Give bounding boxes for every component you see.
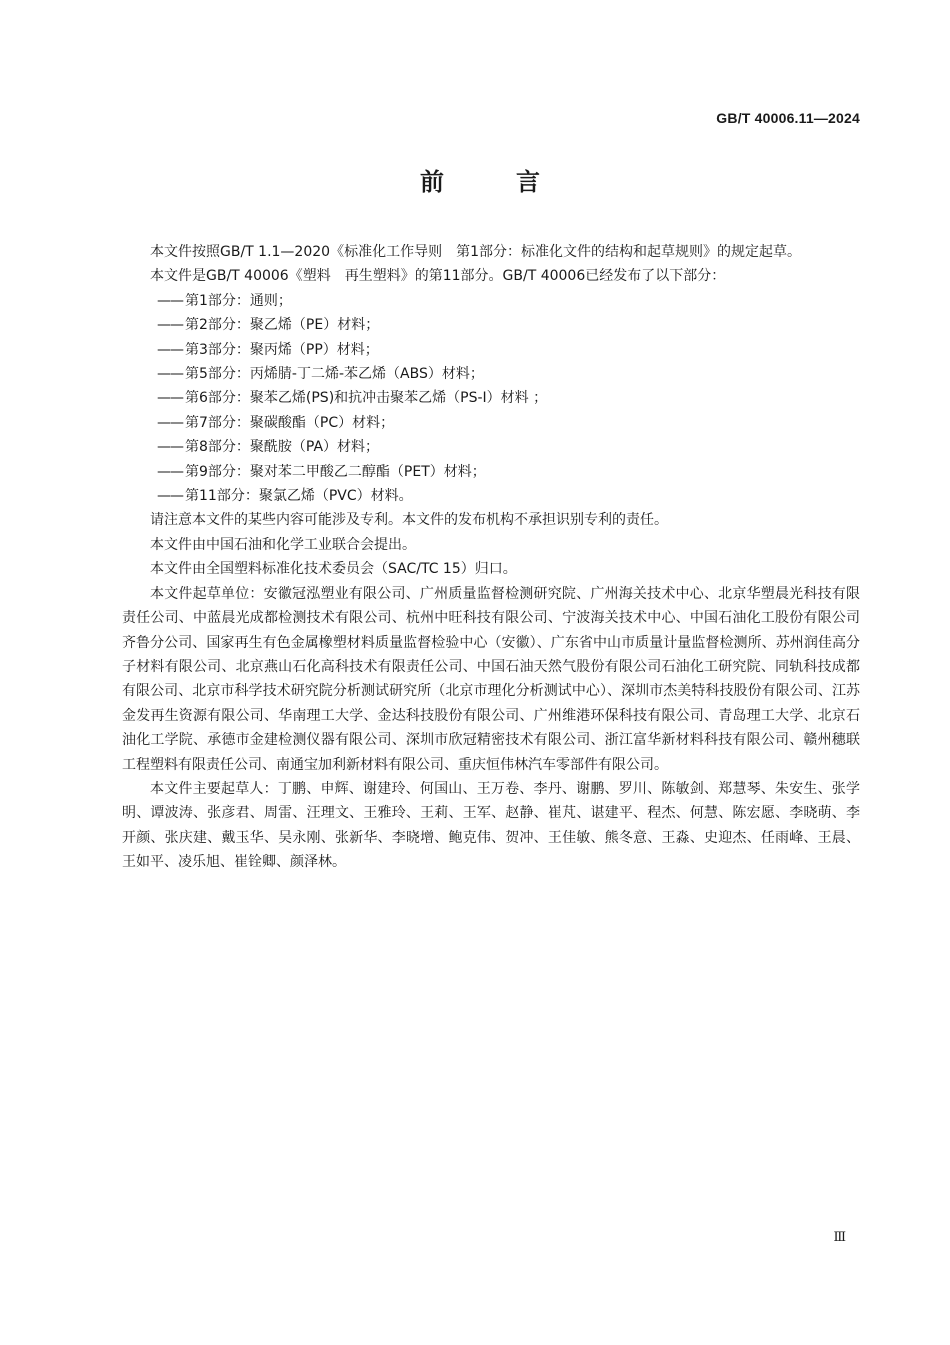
dash-marker: —— xyxy=(157,292,183,309)
list-item-text: 第3部分：聚丙烯（PP）材料； xyxy=(185,341,379,358)
dash-marker: —— xyxy=(157,439,183,456)
dash-marker: —— xyxy=(157,317,183,334)
paragraph-drafters: 本文件主要起草人：丁鹏、申辉、谢建玲、何国山、王万卷、李丹、谢鹏、罗川、陈敏剑、郑慧琴、朱安生、张学明、谭波涛、张彦君、周雷、汪理文、王雅玲、王莉、王军、赵静、崔芃、谌建平、程杰、何慧、陈宏愿、李晓萌、李开颜、张庆建、戴玉华、吴永刚、张新华、李晓增、鲍克伟、贺冲、王佳敏、熊冬意、王淼、史迎杰、任雨峰、王晨、王如平、凌乐旭、崔铨卿、颜泽林。 xyxy=(122,780,860,871)
list-item xyxy=(122,460,860,484)
list-item-text: 第9部分：聚对苯二甲酸乙二醇酯（PET）材料； xyxy=(185,463,486,480)
list-item xyxy=(122,435,860,459)
list-item-text: 第2部分：聚乙烯（PE）材料； xyxy=(185,317,380,334)
parts-list xyxy=(122,289,860,509)
list-item-text: 第8部分：聚酰胺（PA）材料； xyxy=(185,439,380,456)
paragraph-proposed-by: 本文件由中国石油和化学工业联合会提出。 xyxy=(150,536,416,553)
paragraph-drafting-basis: 本文件按照GB/T 1.1—2020《标准化工作导则 第1部分：标准化文件的结构和起草规则》的规定起草。 xyxy=(150,244,801,260)
list-item xyxy=(122,289,860,313)
list-item-text: 第6部分：聚苯乙烯(PS)和抗冲击聚苯乙烯（PS-I）材料 ； xyxy=(185,390,548,407)
dash-marker: —— xyxy=(157,414,183,431)
list-item-text: 第1部分：通则； xyxy=(185,292,292,309)
dash-marker: —— xyxy=(157,390,183,407)
paragraph-drafting-units: 本文件起草单位：安徽冠泓塑业有限公司、广州质量监督检测研究院、广州海关技术中心、北京华塑晨光科技有限责任公司、中蓝晨光成都检测技术有限公司、杭州中旺科技有限公司、宁波海关技术中心、中国石油化工股份有限公司齐鲁分公司、国家再生有色金属橡塑材料质量监督检验中心（安徽）、广东省中山市质量计量监督检测所、苏州润佳高分子材料有限公司、北京燕山石化高科技术有限责任公司、中国石油天然气股份有限公司石油化工研究院、同轨科技成都有限公司、北京市科学技术研究院分析测试研究所（北京市理化分析测试中心）、深圳市杰美特科技股份有限公司、江苏金发再生资源有限公司、华南理工大学、金达科技股份有限公司、广州维港环保科技有限公司、青岛理工大学、北京石油化工学院、承德市金建检测仪器有限公司、深圳市欣冠精密技术有限公司、浙江富华新材料科技有限公司、赣州穗联工程塑料有限责任公司、南通宝加利新材料有限公司、重庆恒伟林汽车零部件有限公司。 xyxy=(122,585,860,773)
standard-code: GB/T 40006.11—2024 xyxy=(716,110,860,126)
list-item-text: 第11部分：聚氯乙烯（PVC）材料。 xyxy=(185,488,413,505)
list-item-text: 第5部分：丙烯腈-丁二烯-苯乙烯（ABS）材料； xyxy=(185,366,484,383)
list-item xyxy=(122,313,860,337)
page-title: 前 言 xyxy=(420,168,564,196)
dash-marker: —— xyxy=(157,488,183,505)
list-item xyxy=(122,362,860,386)
list-item xyxy=(122,411,860,435)
paragraph-series-intro: 本文件是GB/T 40006《塑料 再生塑料》的第11部分。GB/T 40006已经发布了以下部分： xyxy=(150,268,726,285)
page-number: Ⅲ xyxy=(833,1230,846,1245)
list-item xyxy=(122,484,860,508)
paragraph-managed-by: 本文件由全国塑料标准化技术委员会（SAC/TC 15）归口。 xyxy=(150,561,517,578)
foreword-body xyxy=(122,240,860,875)
dash-marker: —— xyxy=(157,463,183,480)
list-item xyxy=(122,338,860,362)
list-item-text: 第7部分：聚碳酸酯（PC）材料； xyxy=(185,414,395,431)
paragraph-patent-notice: 请注意本文件的某些内容可能涉及专利。本文件的发布机构不承担识别专利的责任。 xyxy=(150,512,668,529)
dash-marker: —— xyxy=(157,366,183,383)
list-item xyxy=(122,386,860,410)
dash-marker: —— xyxy=(157,341,183,358)
